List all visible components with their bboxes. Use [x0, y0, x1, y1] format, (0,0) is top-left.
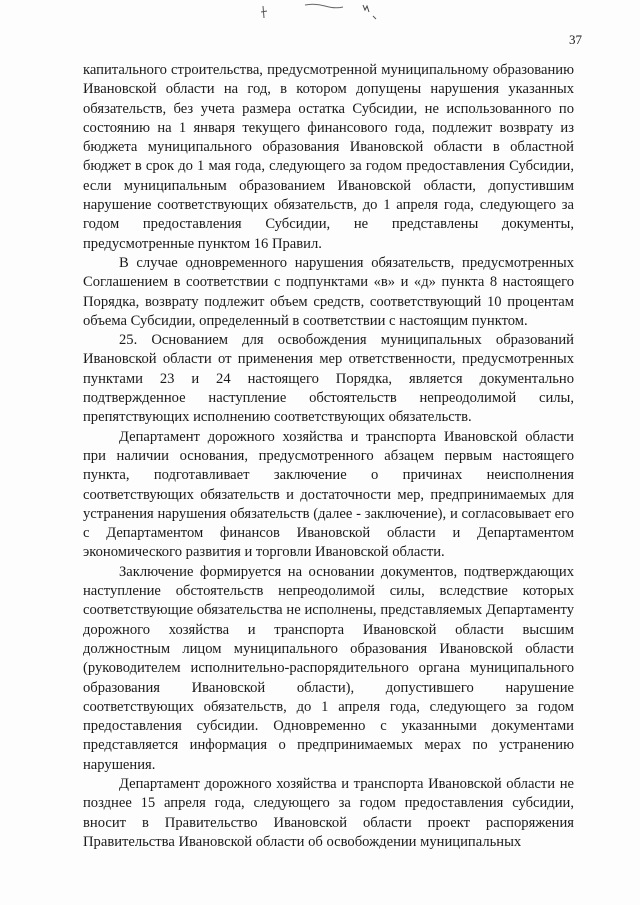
page-number: 37 — [569, 32, 582, 47]
paragraph-3: 25. Основанием для освобождения муниципальных образований Ивановской области от применения мер ответственности, предусмотренных пунктами 23 и 24 настоящего Порядка, является документально подтвержденное наступление обстоятельств непреодолимой силы, препятствующих исполнению соответствующих обязательств. — [83, 332, 574, 426]
paragraph-2: В случае одновременного нарушения обязательств, предусмотренных Соглашением в соответствии с подпунктами «в» и «д» пункта 8 настоящего Порядка, возврату подлежит объем средств, соответствующий 10 процентам объема Субсидии, определенный в соответствии с настоящим пунктом. — [83, 254, 574, 329]
scan-artifact-mark — [255, 2, 385, 24]
paragraph-6: Департамент дорожного хозяйства и транспорта Ивановской области не позднее 15 апреля года, следующего за годом предоставления субсидии, вносит в Правительство Ивановской области проект распоряжения Правительства Ивановской области об освобождении муниципальных — [83, 775, 574, 850]
paragraph-5: Заключение формируется на основании документов, подтверждающих наступление обстоятельств непреодолимой силы, вследствие которых соответствующие обязательства не исполнены, представляемых Департаменту дорожного хозяйства и транспорта Ивановской области высшим должностным лицом муниципального образования Ивановской области (руководителем исполнительно-распорядительного органа муниципального образования Ивановской области), допустившего нарушение соответствующих обязательств, до 1 апреля года, следующего за годом предоставления субсидии. Одновременно с указанными документами представляется информация о предпринимаемых мерах по устранению нарушения. — [83, 563, 574, 773]
paragraph-1: капитального строительства, предусмотренной муниципальному образованию Ивановской области на год, в котором допущены нарушения указанных обязательств, без учета размера остатка Субсидии, не использованного по состоянию на 1 января текущего финансового года, подлежит возврату из бюджета муниципального образования Ивановской области в областной бюджет в срок до 1 мая года, следующего за годом предоставления Субсидии, если муниципальным образованием Ивановской области, допустившим нарушение соответствующих обязательств, до 1 апреля года, следующего за годом предоставления Субсидии, не представлены документы, предусмотренные пунктом 16 Правил. — [83, 62, 574, 252]
document-body — [83, 61, 574, 852]
paragraph-4: Департамент дорожного хозяйства и транспорта Ивановской области при наличии основания, предусмотренного абзацем первым настоящего пункта, подготавливает заключение о причинах неисполнения соответствующих обязательств и достаточности мер, предпринимаемых для устранения нарушения обязательств (далее - заключение), и согласовывает его с Департаментом финансов Ивановской области и Департаментом экономического развития и торговли Ивановской области. — [83, 428, 574, 561]
